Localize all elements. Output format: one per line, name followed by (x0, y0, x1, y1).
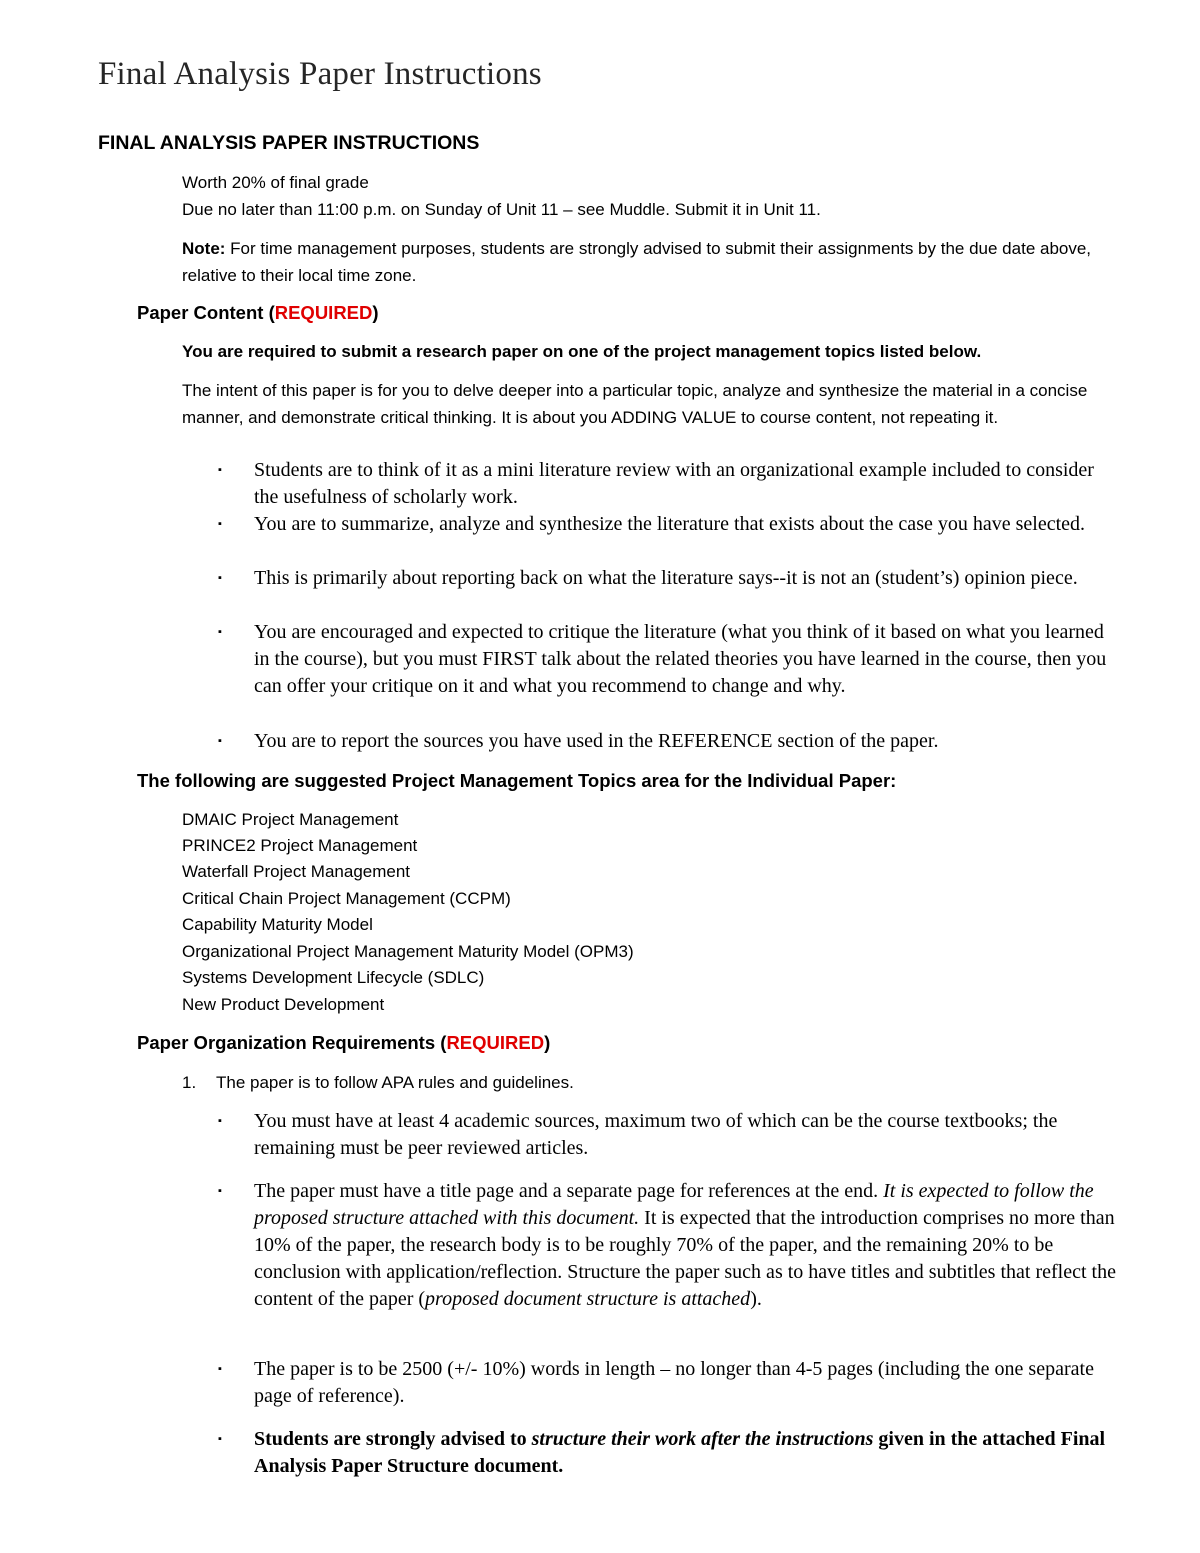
bullet-icon: ▪ (218, 1185, 222, 1197)
topics-heading: The following are suggested Project Management Topics area for the Individual Paper: (137, 770, 897, 791)
main-heading: FINAL ANALYSIS PAPER INSTRUCTIONS (98, 132, 480, 154)
list-item (218, 1356, 1118, 1410)
topic-item: Critical Chain Project Management (CCPM) (182, 889, 511, 908)
list-item (218, 728, 1118, 755)
numbered-item-text: The paper is to follow APA rules and guidelines. (216, 1073, 574, 1092)
list-item (218, 1178, 1118, 1313)
topic-item: Waterfall Project Management (182, 862, 411, 881)
text-segment: Students are strongly advised to (254, 1428, 532, 1450)
heading-prefix: Paper Content ( (137, 302, 275, 323)
topic-item: Systems Development Lifecycle (SDLC) (182, 968, 485, 987)
bullet-icon: ▪ (218, 518, 222, 530)
required-label: REQUIRED (446, 1032, 545, 1053)
note-text: For time management purposes, students are strongly advised to submit their assignments by the due date above, relative to their local time zone. (182, 239, 1092, 285)
note-label: Note: (182, 239, 226, 258)
bullet-icon: ▪ (218, 1433, 222, 1445)
organization-heading (137, 1032, 550, 1054)
note-paragraph (182, 235, 1102, 289)
text-segment: It is expected that the introduction comprises no more than 10% of the paper, the research body is to be roughly 70% of the paper, and the remaining 20% to be conclusion with application/reflection. Structure the paper such as to have titles and subtitles that reflect the content of the paper ( (254, 1207, 1116, 1310)
bullet-text: You are encouraged and expected to critique the literature (what you think of it based on what you learned in the course), but you must FIRST talk about the related theories you have learned in the course, then you can offer your critique on it and what you recommend to change and why. (254, 621, 1107, 697)
text-segment: given in the attached Final Analysis Paper Structure document. (254, 1428, 1106, 1477)
list-item (218, 1108, 1118, 1162)
text-segment: The paper must have a title page and a separate page for references at the end. (254, 1180, 884, 1202)
bullet-icon: ▪ (218, 626, 222, 638)
required-label: REQUIRED (274, 302, 373, 323)
bullet-icon: ▪ (218, 1363, 222, 1375)
italic-segment: structure their work after the instructions (531, 1428, 874, 1450)
topic-item: PRINCE2 Project Management (182, 836, 418, 855)
paper-content-intro: You are required to submit a research paper on one of the project management topics listed below. (182, 342, 982, 361)
heading-prefix: Paper Organization Requirements ( (137, 1032, 447, 1053)
intent-paragraph: The intent of this paper is for you to delve deeper into a particular topic, analyze and synthesize the material in a concise manner, and demonstrate critical thinking. It is about you ADDING VALUE to course content, not repeating it. (182, 381, 1088, 427)
bullet-icon: ▪ (218, 572, 222, 584)
topic-item: Organizational Project Management Maturity Model (OPM3) (182, 942, 634, 961)
bullet-icon: ▪ (218, 1115, 222, 1127)
list-item (218, 619, 1118, 700)
bullet-text: The paper is to be 2500 (+/- 10%) words in length – no longer than 4-5 pages (including the one separate page of reference). (254, 1358, 1094, 1407)
bullet-text: You must have at least 4 academic sources, maximum two of which can be the course textbooks; the remaining must be peer reviewed articles. (254, 1110, 1058, 1159)
paper-content-heading (137, 302, 379, 324)
topic-item: New Product Development (182, 995, 385, 1014)
list-item (218, 511, 1118, 538)
italic-segment: It is expected to follow the proposed structure attached with this document. (254, 1180, 1094, 1229)
list-item (218, 1426, 1118, 1480)
bullet-text: You are to report the sources you have used in the REFERENCE section of the paper. (254, 730, 939, 752)
due-line: Due no later than 11:00 p.m. on Sunday of Unit 11 – see Muddle. Submit it in Unit 11. (182, 200, 821, 219)
text-segment: ). (750, 1288, 762, 1310)
list-item (218, 565, 1118, 592)
heading-suffix: ) (544, 1032, 551, 1053)
bullet-text (254, 1178, 1118, 1313)
document-title: Final Analysis Paper Instructions (98, 56, 542, 92)
bullet-text (254, 1426, 1118, 1480)
bullet-icon: ▪ (218, 464, 222, 476)
heading-suffix: ) (372, 302, 379, 323)
italic-segment: proposed document structure is attached (425, 1288, 751, 1310)
bullet-text: This is primarily about reporting back on what the literature says--it is not an (student’s) opinion piece. (254, 567, 1078, 589)
bullet-text: You are to summarize, analyze and synthesize the literature that exists about the case you have selected. (254, 513, 1086, 535)
list-item (218, 457, 1118, 511)
number-marker: 1. (182, 1073, 197, 1092)
bullet-text: Students are to think of it as a mini literature review with an organizational example included to consider the usefulness of scholarly work. (254, 459, 1094, 508)
topic-item: Capability Maturity Model (182, 915, 373, 934)
worth-line: Worth 20% of final grade (182, 173, 369, 192)
topic-item: DMAIC Project Management (182, 810, 399, 829)
numbered-item (182, 1073, 574, 1093)
bullet-icon: ▪ (218, 735, 222, 747)
